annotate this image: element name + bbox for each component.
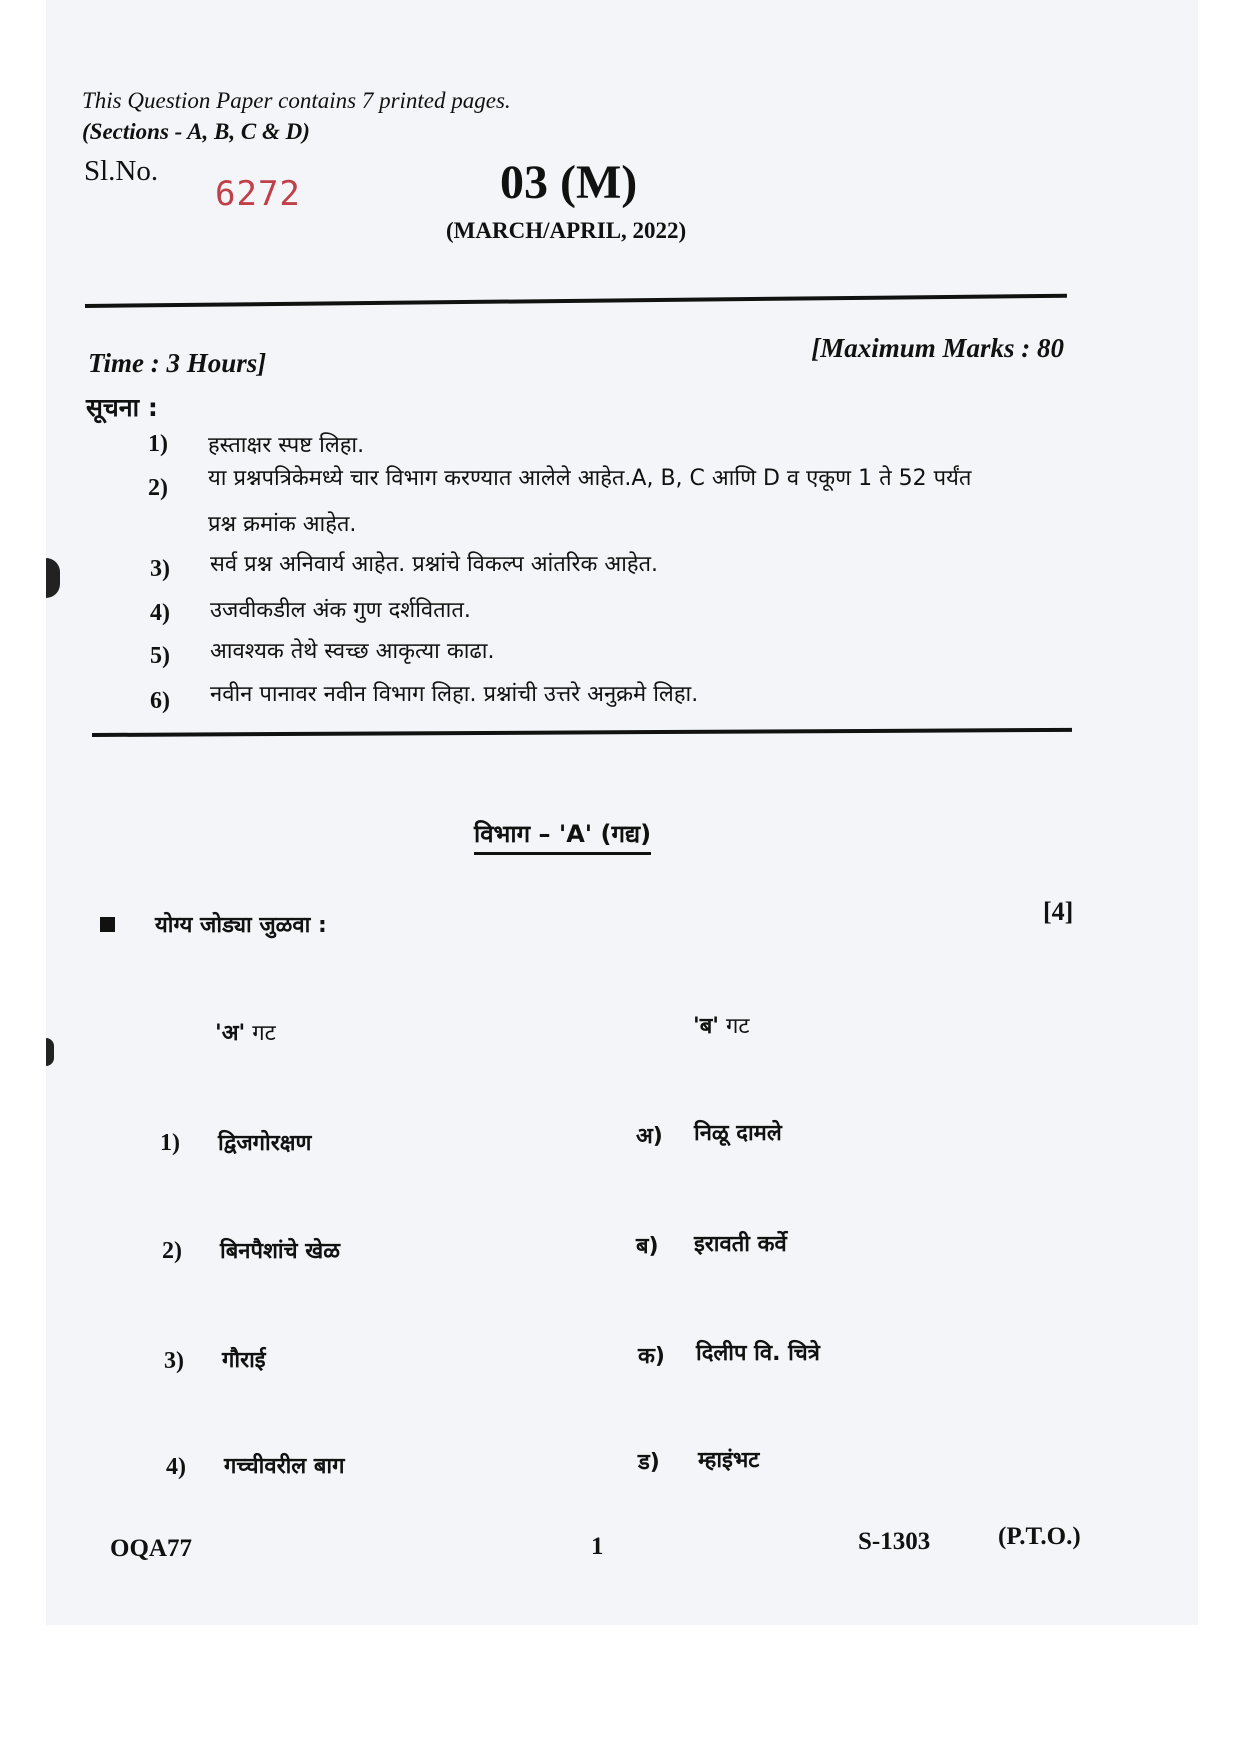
section-title: विभाग – 'A' (गद्य) [474, 817, 651, 855]
right-item-number: ड) [638, 1450, 660, 1475]
instruction-text: या प्रश्नपत्रिकेमध्ये चार विभाग करण्यात आलेले आहेत.A, B, C आणि D व एकूण 1 ते 52 पर्यंत [208, 466, 972, 491]
right-item-number: क) [638, 1344, 665, 1369]
left-item-number: 4) [166, 1454, 186, 1480]
footer-page-number: 1 [591, 1533, 604, 1560]
right-item-number: ब) [636, 1234, 659, 1259]
question-marks: [4] [1043, 897, 1074, 926]
instruction-text: हस्ताक्षर स्पष्ट लिहा. [208, 433, 365, 458]
exam-session: (MARCH/APRIL, 2022) [446, 218, 687, 243]
question-text: योग्य जोड्या जुळवा : [155, 913, 327, 938]
left-item-text: बिनपैशांचे खेळ [220, 1239, 340, 1264]
instruction-text: सर्व प्रश्न अनिवार्य आहेत. प्रश्नांचे विकल्प आंतरिक आहेत. [210, 552, 659, 577]
instruction-text: नवीन पानावर नवीन विभाग लिहा. प्रश्नांची उत्तरे अनुक्रमे लिहा. [210, 682, 699, 707]
paper-code: 03 (M) [500, 156, 638, 209]
serial-label: Sl.No. [84, 155, 159, 187]
left-item-number: 3) [164, 1348, 184, 1374]
column-b-letter: 'ब' [693, 1014, 720, 1039]
left-item-text: द्विजगोरक्षण [218, 1131, 312, 1156]
time-allowed: Time : 3 Hours] [88, 348, 267, 378]
column-b-word: गट [726, 1014, 750, 1039]
instruction-text: आवश्यक तेथे स्वच्छ आकृत्या काढा. [210, 639, 495, 664]
right-item-text: इरावती कर्वे [694, 1232, 787, 1257]
instruction-number: 6) [150, 688, 170, 714]
footer-paper-code: OQA77 [110, 1535, 192, 1562]
sections-note: (Sections - A, B, C & D) [82, 119, 310, 144]
right-item-text: निळू दामले [694, 1121, 782, 1146]
left-item-text: गच्चीवरील बाग [224, 1454, 345, 1479]
instruction-number: 1) [148, 431, 168, 457]
right-item-text: म्हाइंभट [698, 1448, 760, 1473]
instruction-text-continued: प्रश्न क्रमांक आहेत. [208, 512, 357, 537]
punch-hole-mark [46, 1038, 54, 1066]
instruction-number: 5) [150, 643, 170, 669]
serial-number: 6272 [215, 174, 301, 214]
page-count-note: This Question Paper contains 7 printed pages. [82, 88, 511, 113]
left-item-number: 1) [160, 1130, 180, 1156]
right-item-text: दिलीप वि. चित्रे [696, 1341, 820, 1366]
left-item-number: 2) [162, 1238, 182, 1264]
instruction-text: उजवीकडील अंक गुण दर्शवितात. [210, 598, 471, 623]
question-bullet [100, 917, 115, 932]
instruction-number: 2) [148, 475, 168, 501]
footer-reference: S-1303 [858, 1528, 931, 1555]
right-item-number: अ) [636, 1124, 663, 1149]
maximum-marks: [Maximum Marks : 80 [811, 333, 1064, 363]
instruction-number: 4) [150, 600, 170, 626]
column-a-heading [215, 1017, 276, 1047]
column-a-letter: 'अ' [215, 1021, 246, 1046]
left-item-text: गौराई [222, 1348, 266, 1373]
footer-pto: (P.T.O.) [998, 1523, 1081, 1550]
column-a-word: गट [252, 1021, 276, 1046]
column-b-heading [693, 1010, 750, 1040]
instruction-number: 3) [150, 556, 170, 582]
instructions-heading: सूचना : [86, 393, 158, 422]
